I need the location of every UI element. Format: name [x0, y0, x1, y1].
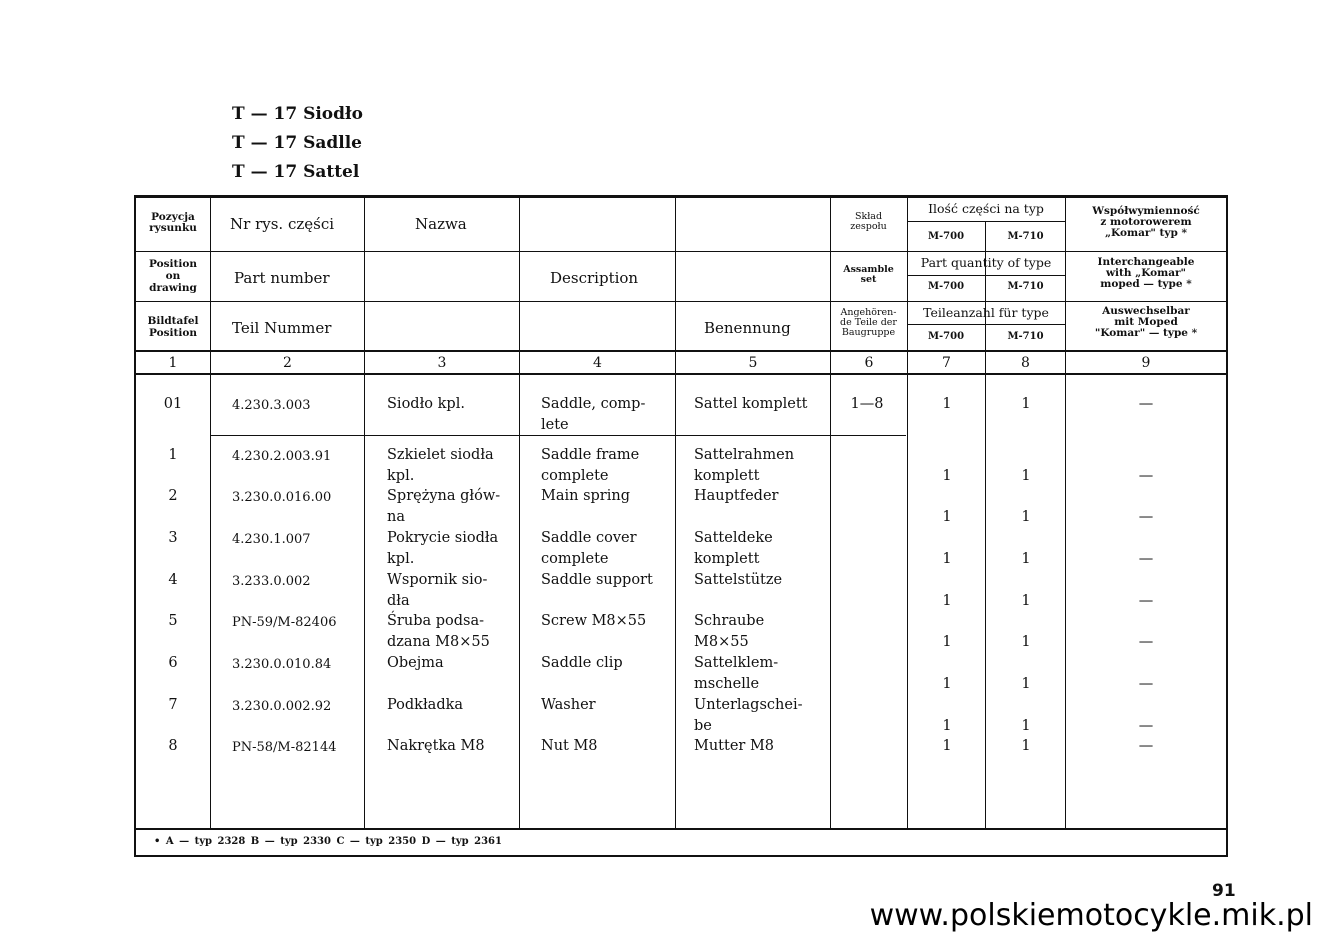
header-part-number-pl: Nr rys. części	[230, 215, 335, 233]
header-text: zespołu	[850, 221, 887, 232]
row-position: 5	[168, 613, 178, 629]
header-text: Skład	[854, 211, 883, 222]
row-name-en: lete	[541, 417, 569, 433]
row-name-pl: na	[387, 509, 405, 525]
footnote: • A — typ 2328 B — typ 2330 C — typ 2350 D — typ 2361	[154, 836, 502, 847]
row-name-pl: dzana M8×55	[387, 634, 490, 650]
header-type-m710: M-710	[1007, 331, 1044, 342]
col-divider	[675, 198, 676, 828]
header-text: Auswechselbar	[1102, 305, 1190, 317]
row-name-de: komplett	[694, 468, 760, 484]
header-komar-en	[1066, 257, 1226, 290]
header-position-pl	[136, 212, 210, 234]
row-komar: —	[1138, 634, 1154, 650]
row-qty-m700: 1	[942, 738, 952, 754]
row-part-number: 3.230.0.002.92	[232, 699, 332, 714]
row-name-en: Washer	[541, 697, 596, 713]
row-name-pl: Szkielet siodła	[387, 447, 494, 463]
header-name-en: Description	[550, 269, 639, 287]
row-name-pl: Wspornik sio-	[387, 572, 488, 588]
header-row-line	[134, 301, 1228, 302]
row-part-number: 4.230.3.003	[232, 398, 311, 413]
row-name-de: Hauptfeder	[694, 488, 779, 504]
title-polish: T — 17 Siodło	[232, 104, 363, 124]
row-name-de: Sattel komplett	[694, 396, 808, 412]
header-set-pl	[830, 212, 907, 232]
header-row-line	[134, 251, 1228, 252]
column-number: 3	[437, 355, 447, 371]
header-text: mit Moped	[1114, 316, 1178, 328]
row-qty-m710: 1	[1021, 396, 1031, 412]
row-name-de: Mutter M8	[694, 738, 775, 754]
row-name-en: complete	[541, 551, 609, 567]
row-position: 4	[168, 572, 178, 588]
row-set: 1—8	[850, 396, 884, 412]
row-position: 3	[168, 530, 178, 546]
row-qty-m710: 1	[1021, 718, 1031, 734]
column-number-line	[134, 373, 1228, 375]
table-top-border	[134, 195, 1228, 198]
row-qty-m710: 1	[1021, 593, 1031, 609]
row-name-de: Sattelklem-	[694, 655, 779, 671]
header-text: z motorowerem	[1100, 216, 1192, 228]
row-position: 6	[168, 655, 178, 671]
header-name-de: Benennung	[704, 319, 791, 337]
row-qty-m700: 1	[942, 509, 952, 525]
row-komar: —	[1138, 676, 1154, 692]
row-name-de: be	[694, 718, 712, 734]
row-name-en: Saddle clip	[541, 655, 623, 671]
header-type-m700: M-700	[927, 331, 965, 342]
footnote-bottom-line	[134, 855, 1228, 857]
header-komar-pl	[1066, 206, 1226, 239]
type-split-line	[907, 275, 1065, 276]
header-text: rysunku	[149, 222, 197, 234]
row-name-pl: Obejma	[387, 655, 444, 671]
row-name-de: M8×55	[694, 634, 749, 650]
header-text: de Teile der	[840, 317, 897, 328]
row-name-pl: Siodło kpl.	[387, 396, 465, 412]
header-type-m710: M-710	[1007, 281, 1044, 292]
row-position: 8	[168, 738, 178, 754]
header-qty-de: Teileanzahl für type	[923, 305, 1049, 320]
col-divider	[364, 198, 365, 828]
column-number: 8	[1021, 355, 1030, 371]
header-text: "Komar" — type *	[1094, 327, 1198, 339]
column-number: 1	[168, 355, 178, 371]
row-part-number: 4.230.2.003.91	[232, 449, 332, 464]
row-qty-m710: 1	[1021, 509, 1031, 525]
header-position-de	[136, 315, 210, 339]
header-type-m700: M-700	[927, 281, 965, 292]
page-titles	[232, 100, 363, 187]
header-set-en	[830, 265, 907, 285]
row-part-number: 4.230.1.007	[232, 532, 311, 547]
row-name-pl: Pokrycie siodła	[387, 530, 499, 546]
header-text: Pozycja	[151, 211, 195, 223]
row-komar: —	[1138, 396, 1154, 412]
type-split-line	[907, 221, 1065, 222]
col-divider	[830, 198, 831, 828]
row-name-de: mschelle	[694, 676, 760, 692]
column-number: 5	[748, 355, 758, 371]
type-split-line	[907, 324, 1065, 325]
header-text: with „Komar"	[1105, 267, 1187, 279]
header-text: Baugruppe	[841, 327, 896, 338]
header-qty-en: Part quantity of type	[920, 255, 1052, 270]
header-text: set	[860, 274, 877, 285]
col-divider	[1065, 198, 1066, 828]
row-name-en: Main spring	[541, 488, 630, 504]
header-type-m700: M-700	[927, 231, 965, 242]
row-name-pl: kpl.	[387, 468, 415, 484]
row-qty-m700: 1	[942, 468, 952, 484]
header-text: „Komar" typ *	[1105, 227, 1187, 239]
table-right-border	[1226, 195, 1228, 857]
row-qty-m710: 1	[1021, 468, 1031, 484]
row-qty-m710: 1	[1021, 551, 1031, 567]
row-name-de: Sattelrahmen	[694, 447, 795, 463]
row-qty-m710: 1	[1021, 676, 1031, 692]
header-text: Bildtafel	[147, 315, 199, 327]
column-number: 9	[1141, 355, 1151, 371]
row-name-de: komplett	[694, 551, 760, 567]
row-komar: —	[1138, 551, 1154, 567]
header-komar-de	[1066, 306, 1226, 339]
header-text: Angehören-	[840, 307, 897, 318]
row-name-en: Saddle support	[541, 572, 653, 588]
column-number: 4	[593, 355, 602, 371]
row-qty-m700: 1	[942, 551, 952, 567]
row-komar: —	[1138, 593, 1154, 609]
column-number: 6	[864, 355, 874, 371]
row-komar: —	[1138, 718, 1154, 734]
col-divider	[519, 198, 520, 828]
row-qty-m700: 1	[942, 634, 952, 650]
row-name-de: Unterlagschei-	[694, 697, 803, 713]
row-name-pl: kpl.	[387, 551, 415, 567]
header-name-pl: Nazwa	[415, 215, 467, 233]
row-qty-m700: 1	[942, 718, 952, 734]
header-part-number-en: Part number	[234, 269, 330, 287]
row-komar: —	[1138, 509, 1154, 525]
row-name-pl: Nakrętka M8	[387, 738, 485, 754]
header-text: Współwymienność	[1092, 205, 1200, 217]
header-position-en	[136, 258, 210, 294]
table-left-border	[134, 195, 136, 857]
header-text: moped — type *	[1100, 278, 1192, 290]
row-part-number: PN-58/M-82144	[232, 740, 337, 755]
row-part-number: PN-59/M-82406	[232, 615, 337, 630]
header-text: Position	[149, 258, 197, 270]
row-name-en: Screw M8×55	[541, 613, 647, 629]
row-position: 2	[168, 488, 178, 504]
row-name-de: Satteldeke	[694, 530, 773, 546]
row-qty-m700: 1	[942, 676, 952, 692]
row-position: 1	[168, 447, 178, 463]
header-text: Position	[149, 327, 197, 339]
title-german: T — 17 Sattel	[232, 162, 360, 182]
row-part-number: 3.230.0.010.84	[232, 657, 332, 672]
row-qty-m700: 1	[942, 396, 952, 412]
column-number: 7	[942, 355, 951, 371]
row-position: 01	[163, 396, 183, 412]
row-position: 7	[168, 697, 178, 713]
page-number: 91	[1212, 881, 1236, 901]
header-text: Interchangeable	[1097, 256, 1195, 268]
row-name-de: Schraube	[694, 613, 765, 629]
header-row-line	[134, 350, 1228, 352]
row-name-pl: Śruba podsa-	[387, 613, 485, 629]
row-name-pl: dła	[387, 593, 410, 609]
row-name-en: Saddle frame	[541, 447, 640, 463]
col-divider	[210, 198, 211, 828]
row-name-en: Saddle, comp-	[541, 396, 646, 412]
row-name-en: Nut M8	[541, 738, 598, 754]
row-name-en: Saddle cover	[541, 530, 637, 546]
table-bottom-line	[134, 828, 1228, 830]
row-name-pl: Podkładka	[387, 697, 464, 713]
header-set-de	[830, 308, 907, 338]
header-part-number-de: Teil Nummer	[232, 319, 332, 337]
row-qty-m710: 1	[1021, 634, 1031, 650]
parts-table	[134, 195, 1228, 857]
row-komar: —	[1138, 738, 1154, 754]
row-qty-m710: 1	[1021, 738, 1031, 754]
row-name-de: Sattelstütze	[694, 572, 783, 588]
header-type-m710: M-710	[1007, 231, 1044, 242]
header-qty-pl: Ilość części na typ	[928, 201, 1044, 216]
row-part-number: 3.230.0.016.00	[232, 490, 332, 505]
row-name-pl: Sprężyna głów-	[387, 488, 501, 504]
row-part-number: 3.233.0.002	[232, 574, 311, 589]
header-text: drawing	[149, 282, 197, 294]
column-number: 2	[283, 355, 292, 371]
row-komar: —	[1138, 468, 1154, 484]
header-text: Assamble	[843, 264, 894, 275]
title-english: T — 17 Sadlle	[232, 133, 362, 153]
row-name-en: complete	[541, 468, 609, 484]
row-qty-m700: 1	[942, 593, 952, 609]
header-text: on	[165, 270, 181, 282]
website-watermark: www.polskiemotocykle.mik.pl	[869, 898, 1313, 933]
